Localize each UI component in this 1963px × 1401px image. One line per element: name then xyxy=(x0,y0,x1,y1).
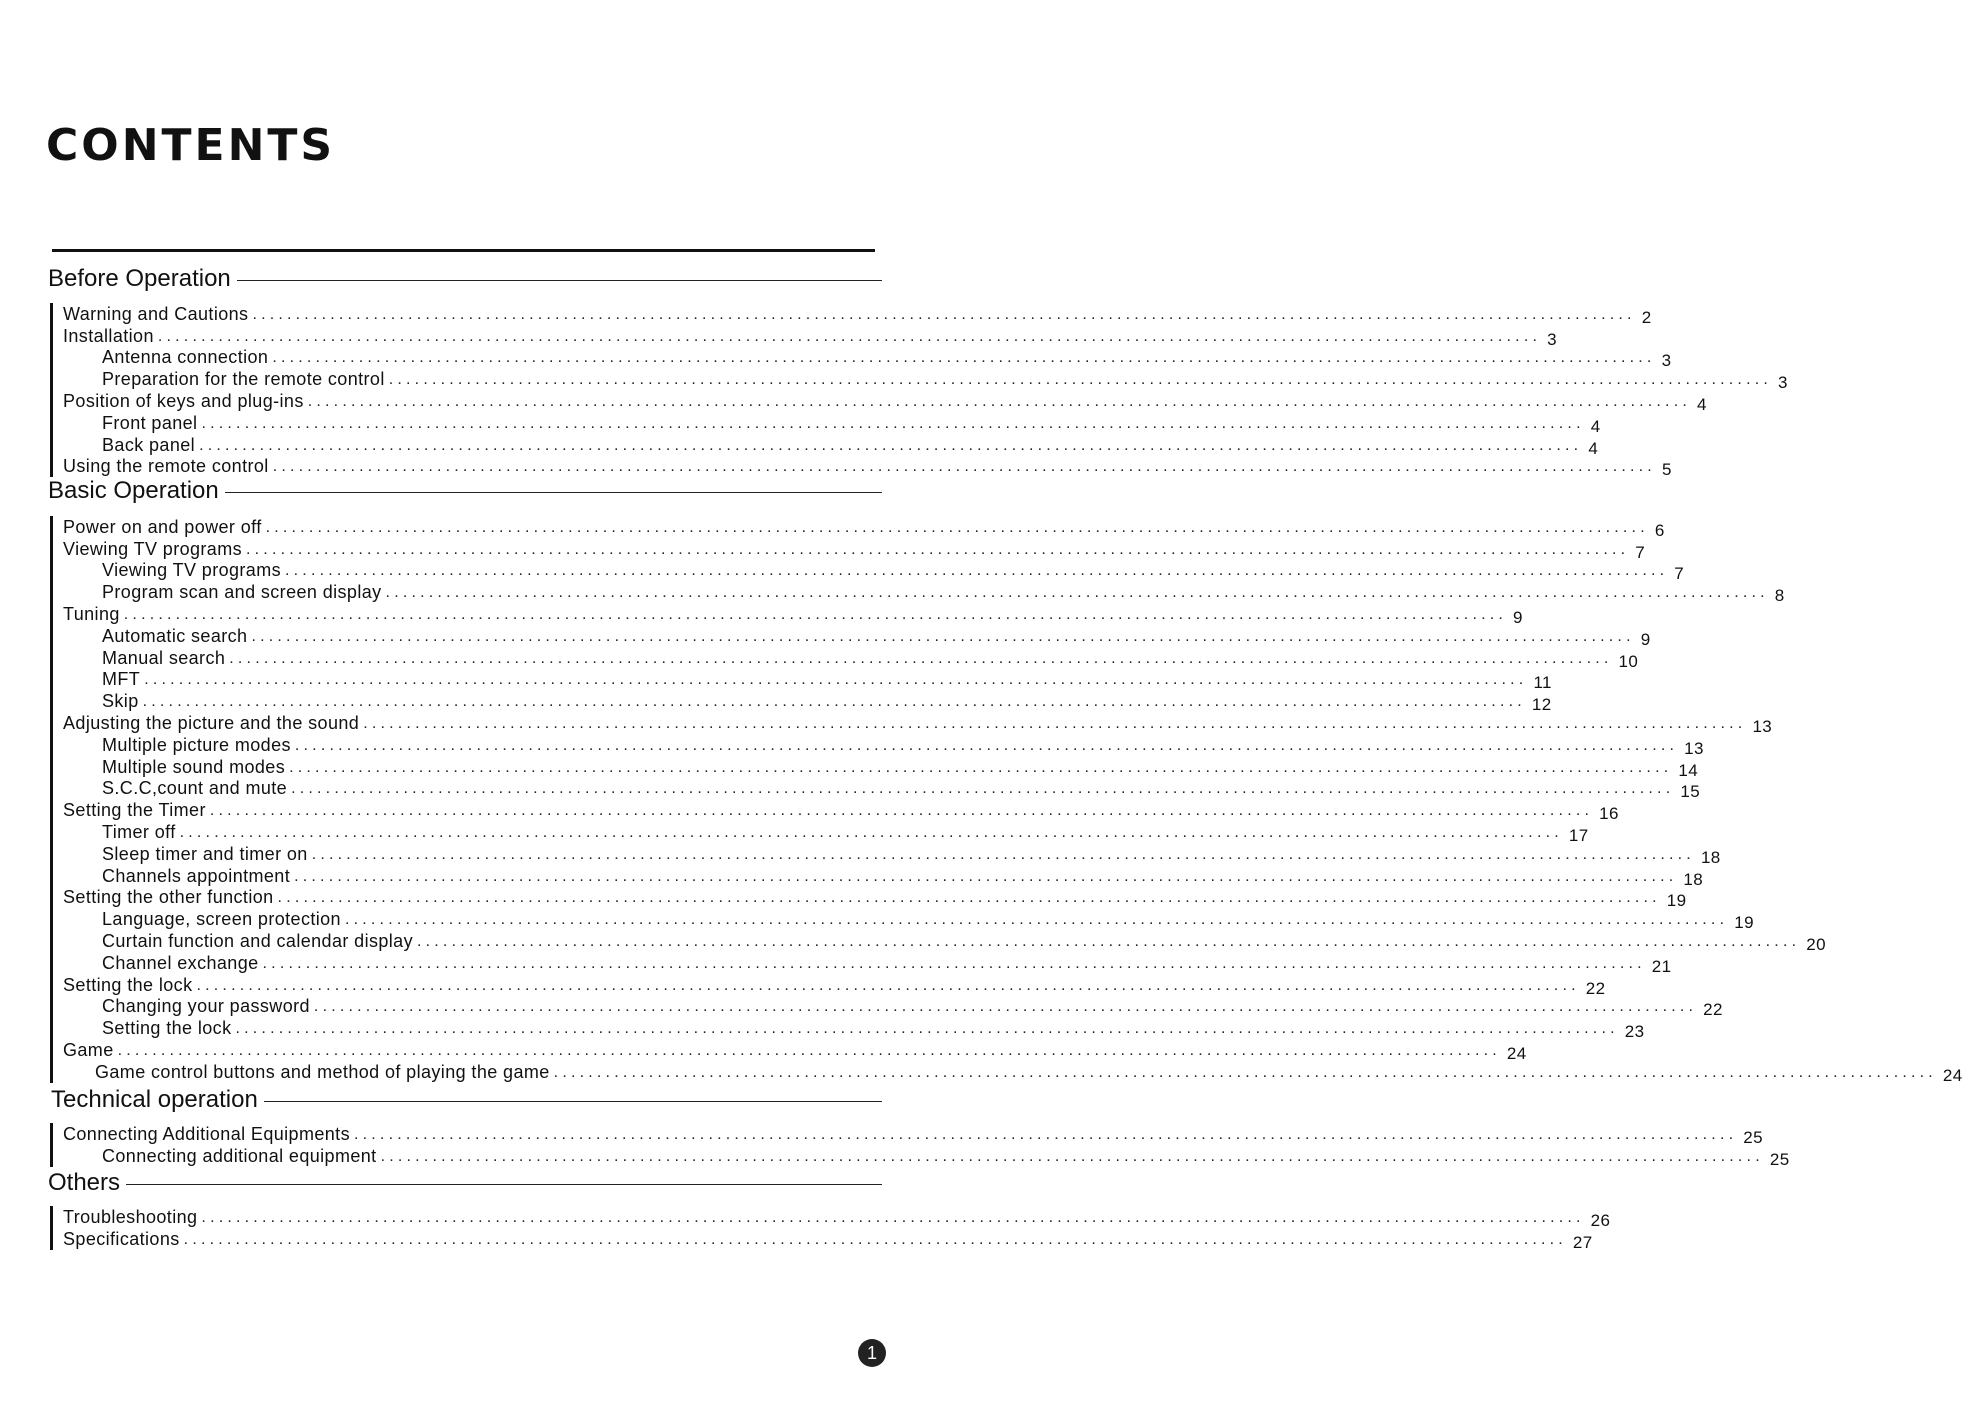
toc-entry[interactable] xyxy=(53,625,1651,649)
toc-entry[interactable] xyxy=(53,734,1704,758)
toc-entry[interactable] xyxy=(53,647,1639,671)
toc-entry-label: Preparation for the remote control xyxy=(102,369,385,390)
toc-entry-label: Curtain function and calendar display xyxy=(102,930,413,951)
toc-entry[interactable] xyxy=(53,908,1754,933)
toc-entry[interactable] xyxy=(53,865,1704,889)
toc-entry[interactable] xyxy=(53,368,1788,393)
section-rule xyxy=(264,1101,882,1102)
toc-entry-list xyxy=(50,1206,1611,1252)
toc-entry-page: 24 xyxy=(1942,1065,1963,1085)
dot-leader: ................................................................................................................................................................ xyxy=(294,867,1678,885)
dot-leader: ................................................................................................................................................................ xyxy=(117,1041,1501,1059)
dot-leader: ................................................................................................................................................................ xyxy=(183,1230,1567,1248)
toc-entry-label: Program scan and screen display xyxy=(102,582,382,603)
toc-entry-label: Channel exchange xyxy=(102,952,259,973)
toc-entry-page: 21 xyxy=(1651,956,1672,976)
dot-leader: ................................................................................................................................................................ xyxy=(265,518,1649,536)
dot-leader: ................................................................................................................................................................ xyxy=(142,693,1526,711)
section-header xyxy=(48,264,882,294)
toc-entry-page: 13 xyxy=(1752,716,1773,736)
dot-leader: ................................................................................................................................................................ xyxy=(201,414,1585,432)
toc-entry-page: 9 xyxy=(1640,629,1651,649)
section-header xyxy=(48,476,882,506)
dot-leader: ................................................................................................................................................................ xyxy=(235,1020,1619,1038)
toc-entry-page: 20 xyxy=(1806,934,1826,954)
toc-entry-label: Power on and power off xyxy=(63,516,262,537)
dot-leader: ................................................................................................................................................................ xyxy=(272,458,1656,476)
toc-entry-page: 3 xyxy=(1778,373,1788,393)
toc-entry-page: 19 xyxy=(1734,913,1754,933)
toc-entry-page: 27 xyxy=(1572,1232,1593,1252)
section-title: Technical operation xyxy=(51,1086,258,1113)
toc-entry-label: Viewing TV programs xyxy=(102,560,282,581)
toc-entry-page: 15 xyxy=(1680,782,1701,802)
dot-leader: ................................................................................................................................................................ xyxy=(289,758,1673,776)
section-title: Basic Operation xyxy=(48,477,219,504)
section-basic-operation xyxy=(48,476,1963,1085)
toc-entry-label: Connecting additional equipment xyxy=(102,1145,377,1166)
dot-leader: ................................................................................................................................................................ xyxy=(251,627,1635,645)
toc-entry-page: 5 xyxy=(1661,460,1672,480)
toc-entry[interactable] xyxy=(53,603,1523,627)
dot-leader: ................................................................................................................................................................ xyxy=(229,649,1613,667)
section-technical-operation xyxy=(48,1085,1790,1169)
dot-leader: ................................................................................................................................................................ xyxy=(307,392,1691,410)
toc-entry[interactable] xyxy=(53,538,1646,562)
toc-entry[interactable] xyxy=(53,952,1672,976)
toc-entry-label: Using the remote control xyxy=(63,456,269,477)
toc-entry-label: MFT xyxy=(102,669,141,690)
toc-entry[interactable] xyxy=(53,1145,1790,1169)
toc-entry[interactable] xyxy=(53,712,1773,736)
toc-entry-page: 19 xyxy=(1666,891,1687,911)
toc-entry-page: 11 xyxy=(1533,673,1552,693)
toc-entry-page: 9 xyxy=(1513,607,1523,627)
dot-leader: ................................................................................................................................................................ xyxy=(388,371,1772,389)
dot-leader: ................................................................................................................................................................ xyxy=(294,736,1679,754)
toc-entry[interactable] xyxy=(53,456,1672,480)
dot-leader: ................................................................................................................................................................ xyxy=(262,954,1646,972)
toc-entry-list xyxy=(50,1123,1790,1169)
toc-entry-label: Setting the Timer xyxy=(63,800,206,821)
toc-entry[interactable] xyxy=(53,1206,1611,1230)
toc-entry[interactable] xyxy=(53,1061,1963,1085)
toc-entry[interactable] xyxy=(53,516,1665,540)
toc-entry-page: 17 xyxy=(1568,825,1589,845)
toc-entry[interactable] xyxy=(53,347,1672,371)
dot-leader: ................................................................................................................................................................ xyxy=(363,714,1747,732)
dot-leader: ................................................................................................................................................................ xyxy=(385,584,1769,602)
toc-entry[interactable] xyxy=(53,799,1619,824)
toc-entry-label: Game control buttons and method of playing the game xyxy=(95,1061,550,1082)
dot-leader: ................................................................................................................................................................ xyxy=(246,540,1630,558)
dot-leader: ................................................................................................................................................................ xyxy=(285,562,1669,580)
dot-leader: ................................................................................................................................................................ xyxy=(252,305,1636,323)
dot-leader: ................................................................................................................................................................ xyxy=(344,911,1729,929)
dot-leader: ................................................................................................................................................................ xyxy=(291,780,1675,798)
toc-entry[interactable] xyxy=(53,303,1652,327)
toc-entry-page: 12 xyxy=(1531,695,1552,715)
toc-entry-label: Setting the lock xyxy=(102,1018,232,1039)
toc-entry-label: Setting the lock xyxy=(63,974,193,995)
dot-leader: ................................................................................................................................................................ xyxy=(157,327,1542,345)
dot-leader: ................................................................................................................................................................ xyxy=(199,436,1583,454)
toc-entry[interactable] xyxy=(53,390,1707,414)
toc-entry-label: Setting the other function xyxy=(63,887,274,908)
toc-entry-page: 2 xyxy=(1641,307,1652,327)
dot-leader: ................................................................................................................................................................ xyxy=(196,976,1580,994)
toc-entry-label: Back panel xyxy=(102,434,196,455)
toc-entry-page: 4 xyxy=(1588,438,1599,458)
toc-entry-label: Front panel xyxy=(102,412,198,433)
section-title: Others xyxy=(48,1169,121,1196)
toc-entry-page: 4 xyxy=(1590,416,1601,436)
toc-entry[interactable] xyxy=(53,821,1589,845)
toc-entry-label: Troubleshooting xyxy=(63,1206,198,1227)
section-others xyxy=(48,1168,1611,1252)
toc-entry-label: Automatic search xyxy=(102,625,248,646)
section-before-operation xyxy=(48,264,1788,480)
toc-entry[interactable] xyxy=(53,434,1599,458)
toc-entry[interactable] xyxy=(53,1228,1593,1252)
toc-entry-label: Multiple sound modes xyxy=(102,756,286,777)
toc-entry[interactable] xyxy=(53,1039,1527,1063)
toc-entry-page: 13 xyxy=(1684,738,1704,758)
toc-entry[interactable] xyxy=(53,560,1685,584)
toc-entry-page: 18 xyxy=(1700,847,1721,867)
dot-leader: ................................................................................................................................................................ xyxy=(179,823,1563,841)
toc-entry-label: Warning and Cautions xyxy=(63,303,249,324)
toc-entry-label: Sleep timer and timer on xyxy=(102,843,308,864)
toc-entry-page: 22 xyxy=(1703,1000,1723,1020)
toc-entry-label: Skip xyxy=(102,691,139,712)
section-rule xyxy=(237,280,882,281)
toc-entry-page: 4 xyxy=(1696,394,1707,414)
toc-entry-label: Antenna connection xyxy=(102,347,269,368)
toc-entry-label: Manual search xyxy=(102,647,226,668)
toc-entry-page: 10 xyxy=(1618,651,1639,671)
section-title: Before Operation xyxy=(48,265,231,292)
toc-entry-list xyxy=(50,303,1788,480)
dot-leader: ................................................................................................................................................................ xyxy=(380,1147,1764,1165)
toc-entry[interactable] xyxy=(53,756,1699,780)
section-header xyxy=(48,1085,882,1115)
dot-leader: ................................................................................................................................................................ xyxy=(123,605,1508,623)
toc-entry-label: S.C.C,count and mute xyxy=(102,778,288,799)
toc-entry-page: 7 xyxy=(1674,564,1685,584)
toc-entry-label: Connecting Additional Equipments xyxy=(63,1123,350,1144)
section-header xyxy=(48,1168,882,1198)
toc-entry[interactable] xyxy=(53,887,1687,911)
toc-entry-label: Timer off xyxy=(102,821,176,842)
toc-entry[interactable] xyxy=(53,843,1721,867)
toc-entry-page: 18 xyxy=(1683,869,1704,889)
toc-entry-label: Viewing TV programs xyxy=(63,538,243,559)
toc-entry-label: Channels appointment xyxy=(102,865,291,886)
section-rule xyxy=(126,1184,882,1185)
toc-entry-page: 3 xyxy=(1661,351,1672,371)
toc-entry-label: Installation xyxy=(63,325,154,346)
toc-entry-label: Multiple picture modes xyxy=(102,734,291,755)
dot-leader: ................................................................................................................................................................ xyxy=(201,1208,1585,1226)
toc-entry-page: 24 xyxy=(1506,1043,1527,1063)
toc-entry[interactable] xyxy=(53,996,1723,1020)
dot-leader: ................................................................................................................................................................ xyxy=(416,932,1801,950)
toc-entry-page: 7 xyxy=(1635,542,1646,562)
toc-entry-page: 14 xyxy=(1678,760,1699,780)
toc-entry-label: Tuning xyxy=(63,603,120,624)
toc-entry-label: Position of keys and plug-ins xyxy=(63,390,304,411)
toc-entry-page: 6 xyxy=(1654,520,1665,540)
toc-entry-page: 3 xyxy=(1547,329,1557,349)
dot-leader: ................................................................................................................................................................ xyxy=(311,845,1695,863)
page-number-badge: 1 xyxy=(858,1339,886,1367)
toc-entry-label: Changing your password xyxy=(102,996,310,1017)
toc-entry-list xyxy=(50,516,1963,1085)
toc-entry[interactable] xyxy=(53,1123,1763,1147)
toc-entry[interactable] xyxy=(53,325,1557,349)
dot-leader: ................................................................................................................................................................ xyxy=(353,1125,1738,1143)
toc-entry-page: 22 xyxy=(1585,978,1606,998)
dot-leader: ................................................................................................................................................................ xyxy=(272,349,1656,367)
toc-entry-page: 26 xyxy=(1590,1210,1611,1230)
toc-entry[interactable] xyxy=(53,974,1606,998)
toc-entry-page: 23 xyxy=(1624,1022,1645,1042)
dot-leader: ................................................................................................................................................................ xyxy=(209,802,1594,820)
toc-entry-label: Language, screen protection xyxy=(102,909,341,930)
toc-entry-page: 16 xyxy=(1599,804,1619,824)
toc-entry-label: Specifications xyxy=(63,1228,180,1249)
toc-entry[interactable] xyxy=(53,669,1552,693)
toc-entry-page: 8 xyxy=(1774,586,1785,606)
toc-entry-page: 25 xyxy=(1743,1127,1763,1147)
dot-leader: ................................................................................................................................................................ xyxy=(553,1063,1937,1081)
toc-entry[interactable] xyxy=(53,412,1601,436)
toc-entry-page: 25 xyxy=(1769,1149,1790,1169)
dot-leader: ................................................................................................................................................................ xyxy=(277,889,1661,907)
page-title: CONTENTS xyxy=(46,120,336,171)
toc-entry[interactable] xyxy=(53,930,1826,954)
toc-entry-label: Adjusting the picture and the sound xyxy=(63,712,360,733)
toc-entry[interactable] xyxy=(53,690,1552,715)
toc-entry[interactable] xyxy=(53,581,1785,606)
toc-entry[interactable] xyxy=(53,778,1701,802)
toc-entry-label: Game xyxy=(63,1039,114,1060)
top-rule xyxy=(52,249,875,252)
dot-leader: ................................................................................................................................................................ xyxy=(313,998,1698,1016)
toc-entry[interactable] xyxy=(53,1017,1645,1042)
dot-leader: ................................................................................................................................................................ xyxy=(144,671,1528,689)
section-rule xyxy=(225,492,882,493)
